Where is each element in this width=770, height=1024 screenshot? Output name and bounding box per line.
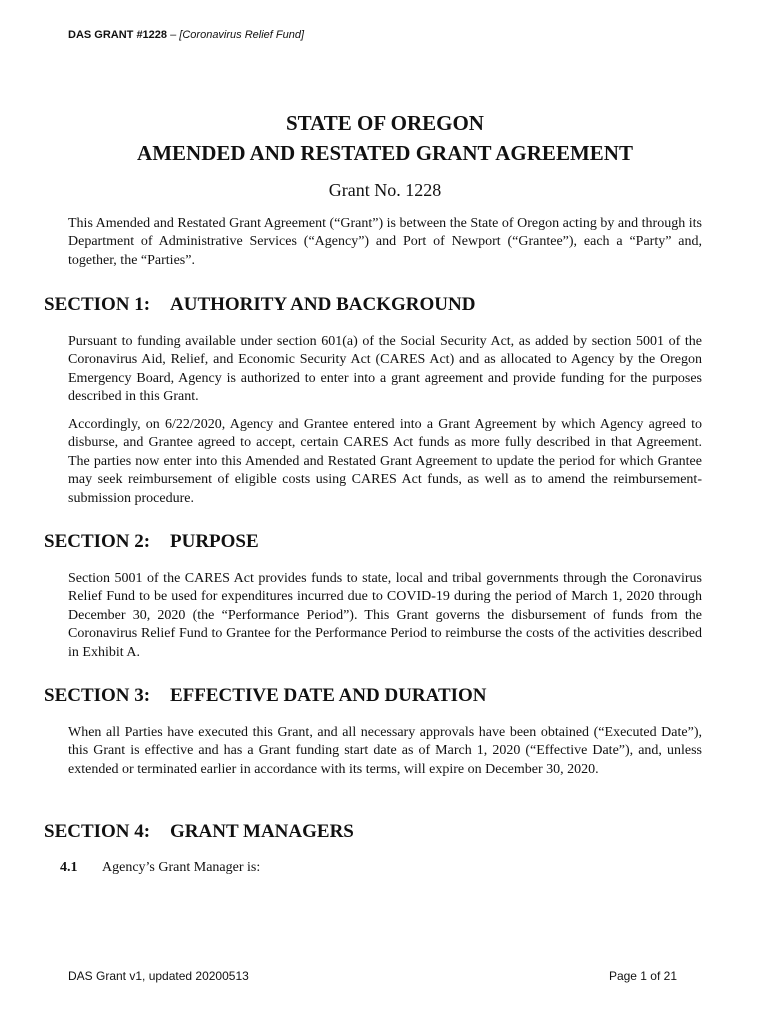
page-header xyxy=(68,29,304,41)
section-number: SECTION 1: xyxy=(44,294,151,315)
section-2-paragraph: Section 5001 of the CARES Act provides funds to state, local and tribal governments through the Coronavirus Relief Fund to be used for expenditures incurred due to COVID-19 during the period of March 1, 2020 through December 30, 2020 (the “Performance Period”). This Grant governs the disbursement of funds from the Coronavirus Relief Fund to Grantee for the Performance Period to reimburse the costs of the activities described in Exhibit A. xyxy=(68,571,702,660)
header-separator: – xyxy=(170,29,177,41)
section-title: AUTHORITY AND BACKGROUND xyxy=(170,294,476,315)
subsection-number: 4.1 xyxy=(60,860,78,875)
section-title: PURPOSE xyxy=(170,531,259,552)
fund-note: [Coronavirus Relief Fund] xyxy=(179,29,305,41)
section-1-paragraph-2: Accordingly, on 6/22/2020, Agency and Grantee entered into a Grant Agreement by which Agency agreed to disburse, and Grantee agreed to accept, certain CARES Act funds as more fully described in that Agreement. The parties now enter into this Amended and Restated Grant Agreement to update the period for which Grantee may seek reimbursement of eligible costs using CARES Act funds, as well as to amend the reimbursement-submission procedure. xyxy=(68,417,702,506)
section-4-heading xyxy=(44,821,354,843)
section-3-paragraph: When all Parties have executed this Grant, and all necessary approvals have been obtained (“Executed Date”), this Grant is effective and has a Grant funding start date as of March 1, 2020 (“Effective Date”), and, unless extended or terminated earlier in accordance with its terms, will expire on December 30, 2020. xyxy=(68,725,702,777)
section-title: EFFECTIVE DATE AND DURATION xyxy=(170,685,487,706)
section-number: SECTION 3: xyxy=(44,685,151,706)
grant-reference: DAS GRANT #1228 xyxy=(68,29,168,41)
subsection-4-1 xyxy=(60,860,260,876)
section-3-heading xyxy=(44,685,487,707)
footer-page-number: Page 1 of 21 xyxy=(608,969,677,983)
subsection-text: Agency’s Grant Manager is: xyxy=(102,860,261,875)
section-number: SECTION 4: xyxy=(44,821,151,842)
section-2-heading xyxy=(44,531,259,553)
section-title: GRANT MANAGERS xyxy=(170,821,354,842)
section-1-heading xyxy=(44,294,475,316)
footer-version: DAS Grant v1, updated 20200513 xyxy=(68,969,249,983)
grant-number: Grant No. 1228 xyxy=(328,180,442,200)
intro-paragraph: This Amended and Restated Grant Agreement (“Grant”) is between the State of Oregon acting by and through its Department of Administrative Services (“Agency”) and Port of Newport (“Grantee”), each a “Party” and, together, the “Parties”. xyxy=(68,216,702,268)
section-number: SECTION 2: xyxy=(44,531,151,552)
title-agreement: AMENDED AND RESTATED GRANT AGREEMENT xyxy=(137,141,633,165)
title-state: STATE OF OREGON xyxy=(286,111,484,135)
section-1-paragraph-1: Pursuant to funding available under section 601(a) of the Social Security Act, as added by section 5001 of the Coronavirus Aid, Relief, and Economic Security Act (CARES Act) and as allocated to Agency by the Oregon Emergency Board, Agency is authorized to enter into a grant agreement and provide funding for the purposes described in this Grant. xyxy=(68,334,702,405)
